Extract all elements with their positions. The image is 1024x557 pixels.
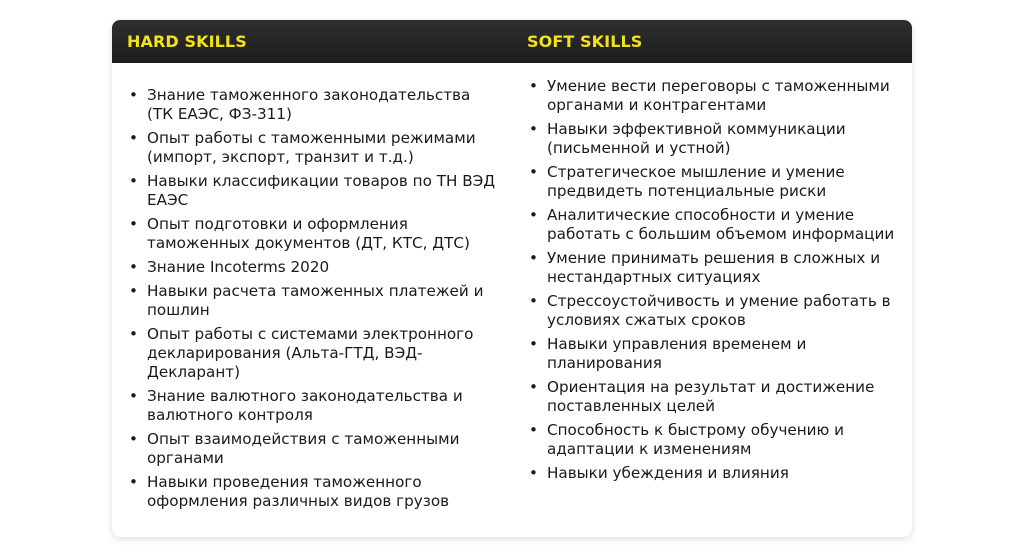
list-item-text: Знание Incoterms 2020: [147, 258, 330, 276]
list-item: [512, 77, 912, 115]
table-body: [112, 63, 912, 516]
list-item-text: Опыт работы с таможенными режимами (импорт, экспорт, транзит и т.д.): [147, 129, 476, 166]
list-item: [112, 215, 512, 253]
list-item-text: Опыт взаимодействия с таможенными органами: [147, 430, 460, 467]
list-item: [112, 387, 512, 425]
bullet-icon: •: [529, 163, 538, 181]
list-item-text: Навыки расчета таможенных платежей и пошлин: [147, 282, 484, 319]
bullet-icon: •: [529, 335, 538, 353]
bullet-icon: •: [129, 129, 138, 147]
list-item: [512, 292, 912, 330]
bullet-icon: •: [129, 86, 138, 104]
list-item-text: Опыт работы с системами электронного декларирования (Альта-ГТД, ВЭД-Декларант): [147, 325, 474, 381]
list-item: [512, 163, 912, 201]
list-item-text: Навыки управления временем и планирования: [547, 335, 807, 372]
list-item-text: Навыки проведения таможенного оформления различных видов грузов: [147, 473, 450, 510]
bullet-icon: •: [529, 378, 538, 396]
bullet-icon: •: [529, 206, 538, 224]
bullet-icon: •: [529, 292, 538, 310]
list-item-text: Умение вести переговоры с таможенными органами и контрагентами: [547, 77, 890, 114]
bullet-icon: •: [129, 430, 138, 448]
list-item-text: Способность к быстрому обучению и адаптации к изменениям: [547, 421, 845, 458]
list-item-text: Навыки убеждения и влияния: [547, 464, 789, 482]
hard-skills-column: [112, 63, 512, 516]
list-item: [512, 206, 912, 244]
list-item: [112, 129, 512, 167]
list-item-text: Знание валютного законодательства и валютного контроля: [147, 387, 463, 424]
list-item-text: Аналитические способности и умение работать с большим объемом информации: [547, 206, 895, 243]
list-item-text: Навыки классификации товаров по ТН ВЭД ЕАЭС: [147, 172, 496, 209]
list-item-text: Ориентация на результат и достижение поставленных целей: [547, 378, 875, 415]
list-item: [512, 335, 912, 373]
list-item: [112, 282, 512, 320]
list-item: [112, 430, 512, 468]
soft-skills-heading: SOFT SKILLS: [527, 32, 643, 51]
bullet-icon: •: [129, 172, 138, 190]
bullet-icon: •: [129, 473, 138, 491]
bullet-icon: •: [129, 325, 138, 343]
list-item: [512, 464, 912, 483]
table-header: [112, 20, 912, 63]
list-item: [112, 172, 512, 210]
bullet-icon: •: [129, 282, 138, 300]
list-item-text: Навыки эффективной коммуникации (письменной и устной): [547, 120, 846, 157]
bullet-icon: •: [529, 120, 538, 138]
soft-skills-column: [512, 63, 912, 516]
bullet-icon: •: [129, 387, 138, 405]
list-item: [512, 378, 912, 416]
list-item: [512, 421, 912, 459]
soft-skills-list: [512, 77, 912, 483]
bullet-icon: •: [529, 249, 538, 267]
list-item-text: Стратегическое мышление и умение предвидеть потенциальные риски: [547, 163, 845, 200]
hard-skills-heading: HARD SKILLS: [127, 32, 247, 51]
list-item: [112, 473, 512, 511]
list-item: [112, 258, 512, 277]
list-item-text: Стрессоустойчивость и умение работать в условиях сжатых сроков: [547, 292, 891, 329]
list-item-text: Знание таможенного законодательства (ТК ЕАЭС, ФЗ-311): [147, 86, 471, 123]
skills-table-card: [112, 20, 912, 537]
list-item: [112, 325, 512, 382]
bullet-icon: •: [529, 77, 538, 95]
list-item-text: Умение принимать решения в сложных и нестандартных ситуациях: [547, 249, 881, 286]
list-item: [112, 86, 512, 124]
list-item: [512, 120, 912, 158]
bullet-icon: •: [129, 215, 138, 233]
hard-skills-list: [112, 86, 512, 511]
bullet-icon: •: [529, 464, 538, 482]
bullet-icon: •: [529, 421, 538, 439]
bullet-icon: •: [129, 258, 138, 276]
list-item: [512, 249, 912, 287]
list-item-text: Опыт подготовки и оформления таможенных документов (ДТ, КТС, ДТС): [147, 215, 470, 252]
